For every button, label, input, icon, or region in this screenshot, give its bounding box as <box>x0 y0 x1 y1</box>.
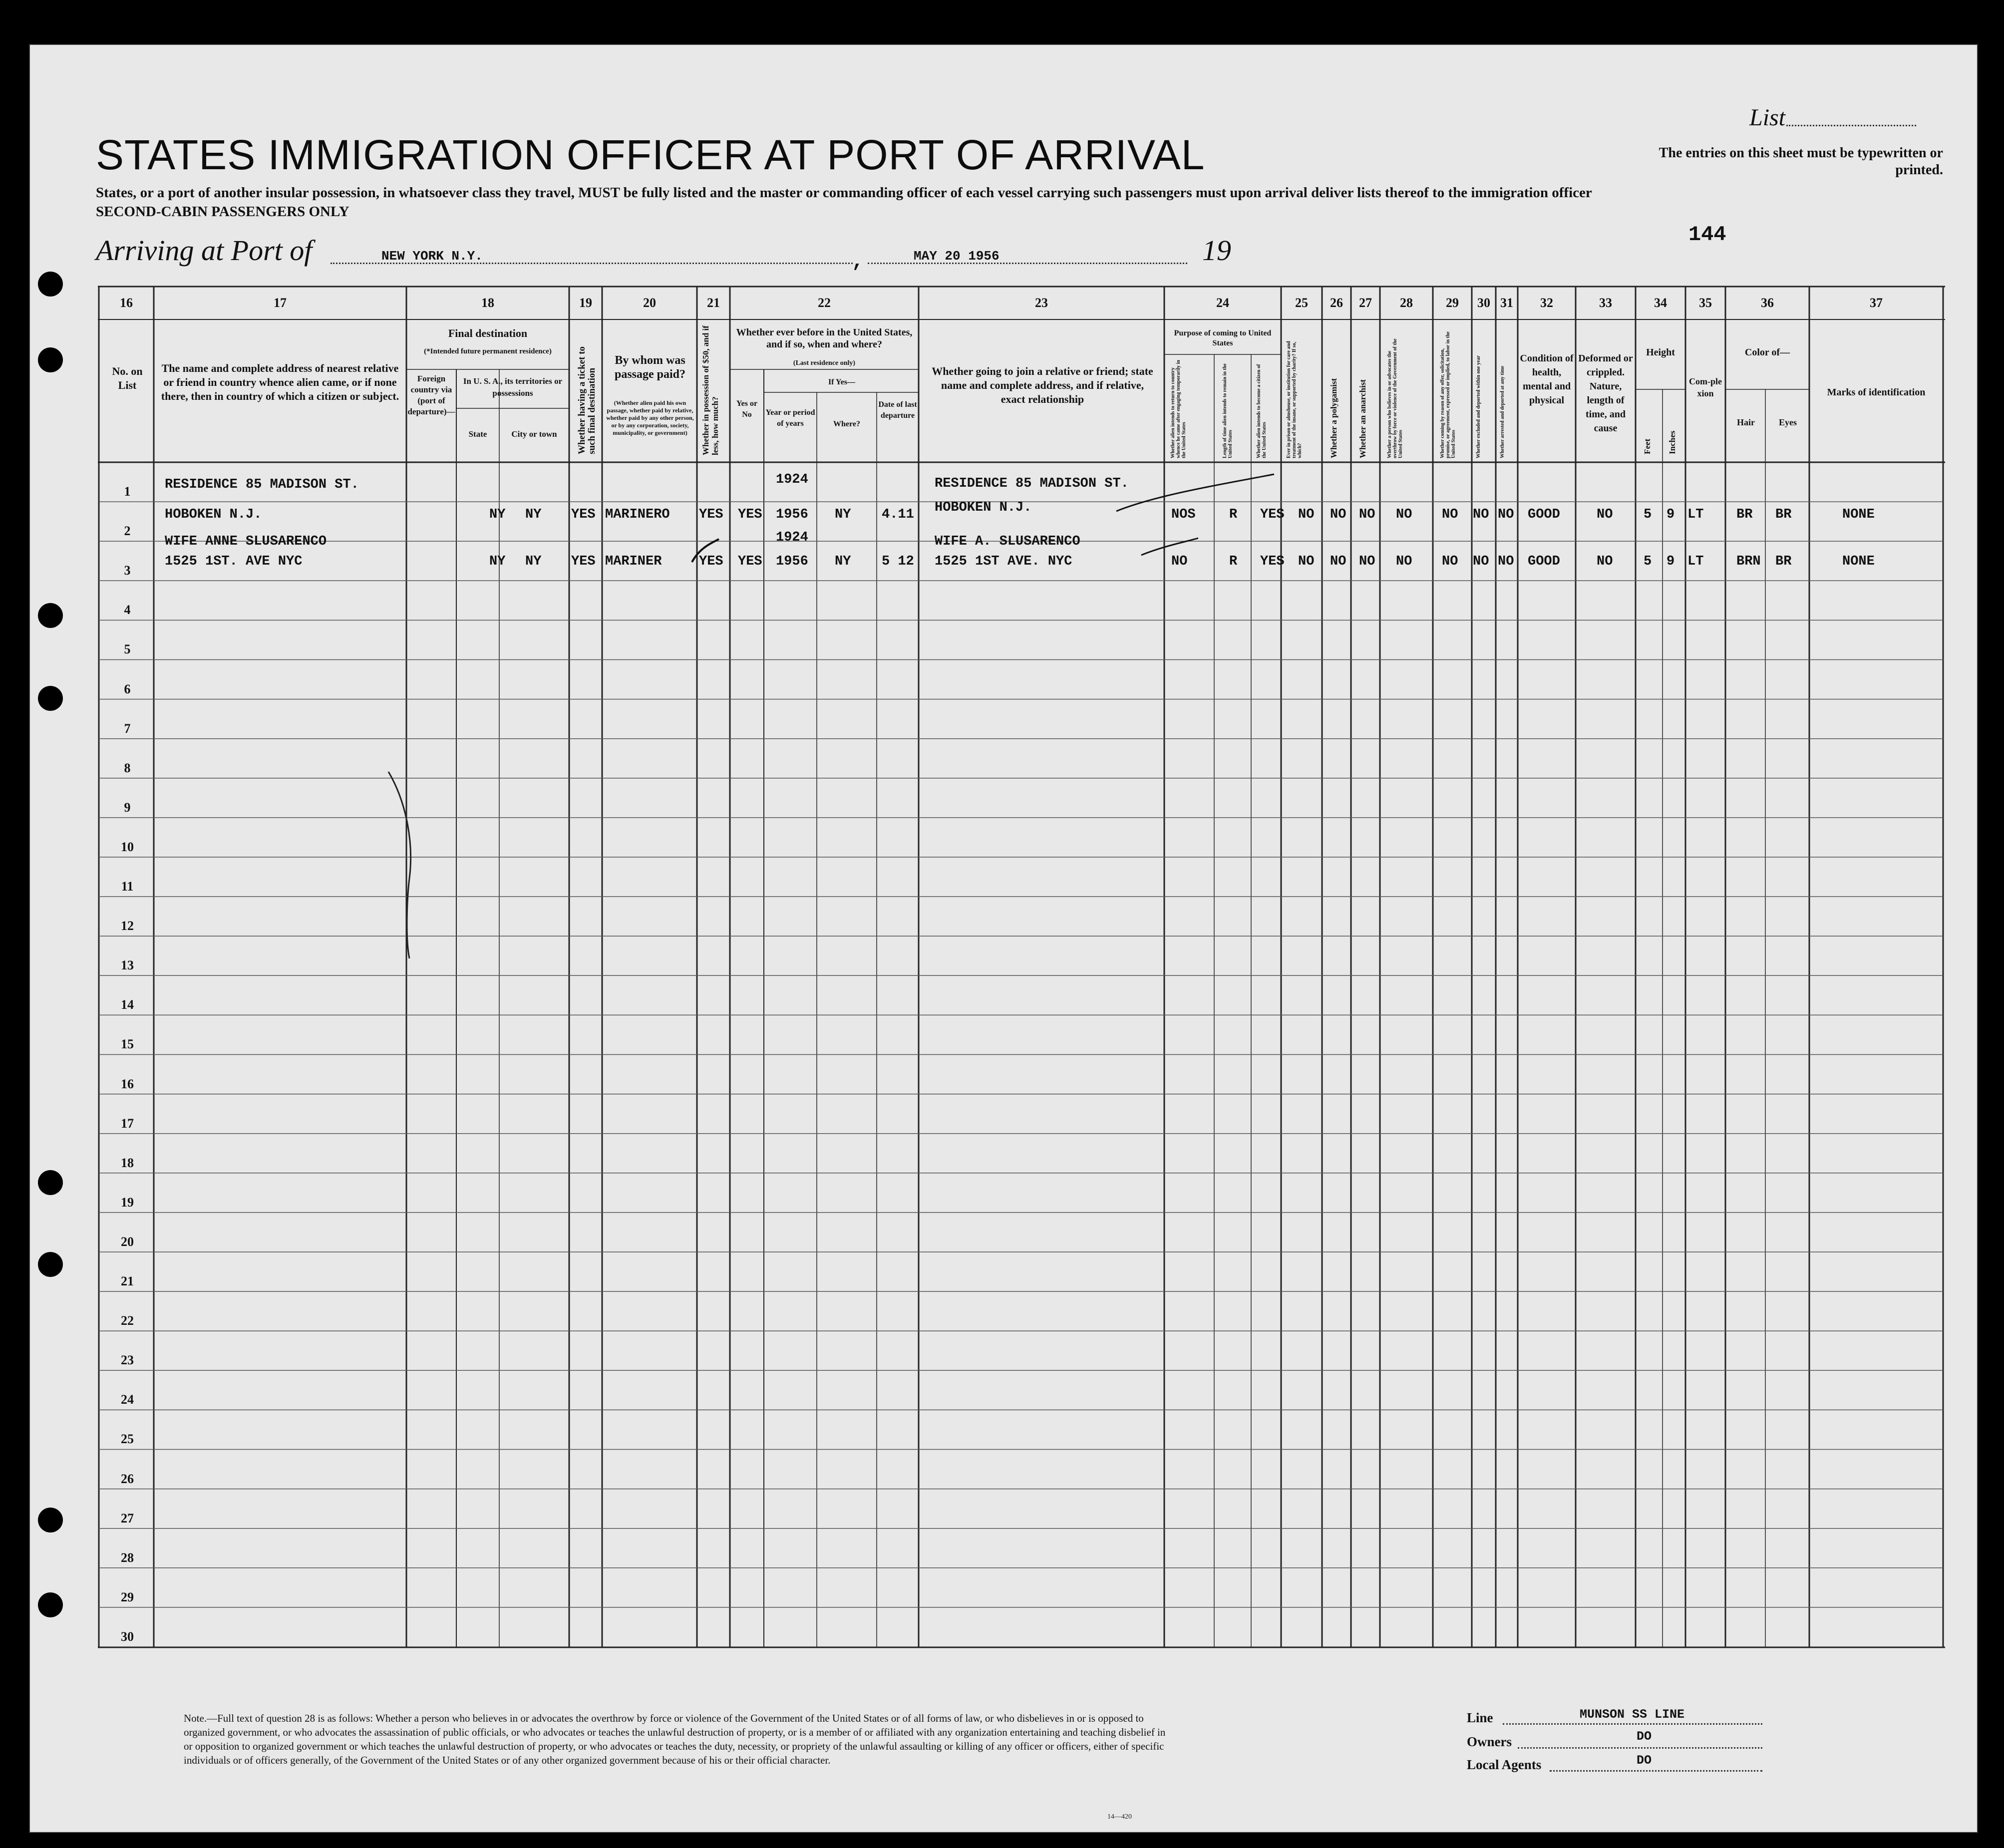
comma: , <box>852 251 864 273</box>
cell-year1: 1924 <box>776 530 808 545</box>
header-ticket: Whether having a ticket to such final destination <box>577 346 597 454</box>
cell-marks: NONE <box>1842 554 1875 569</box>
column-number: 20 <box>643 296 656 310</box>
column-number: 35 <box>1699 296 1712 310</box>
header-deformed: Deformed or crippled. Nature, length of time, and cause <box>1578 353 1633 434</box>
row-number: 3 <box>124 563 131 578</box>
row-number: 25 <box>121 1432 134 1447</box>
cell-relative-line1: WIFE ANNE SLUSARENCO <box>165 534 327 549</box>
row-number: 13 <box>121 958 134 973</box>
cell-citizen: YES <box>1260 554 1285 569</box>
column-number: 37 <box>1870 296 1883 310</box>
cell-q30: NO <box>1473 507 1489 522</box>
year-prefix: 19 <box>1202 234 1231 267</box>
owners-label: Owners <box>1467 1734 1512 1749</box>
row-number: 28 <box>121 1550 134 1565</box>
header-nearest-relative: The name and complete address of nearest relative or friend in country whence alien came, or if none there, then in country of which a citizen or subject. <box>161 362 399 402</box>
cell-money: YES <box>699 507 723 522</box>
cell-q29: NO <box>1442 507 1458 522</box>
header-health: Condition of health, mental and physical <box>1520 353 1574 406</box>
cell-city: NY <box>525 554 542 569</box>
form-number: 14—420 <box>1107 1813 1132 1821</box>
row-number: 20 <box>121 1234 134 1249</box>
header-length-of-stay: Length of time alien intends to remain in the United States <box>1222 363 1233 458</box>
header-prison: Ever in prison or almshouse, or institution for care and treatment of the insane, or supported by charity? If so, which? <box>1286 341 1303 458</box>
row-number: 4 <box>124 603 131 617</box>
list-label: List <box>1749 104 1786 131</box>
local-agents-value: DO <box>1637 1753 1652 1768</box>
row-number: 10 <box>121 839 134 854</box>
cell-polygamist: NO <box>1330 507 1346 522</box>
page-title: STATES IMMIGRATION OFFICER AT PORT OF ARRIVAL <box>96 131 1205 178</box>
cell-state: NY <box>489 554 506 569</box>
cell-state: NY <box>489 507 506 522</box>
header-q30: Whether excluded and deported within one year <box>1476 355 1481 458</box>
header-foreign-country: Foreign country via (port of departure)— <box>407 374 455 416</box>
cell-relative-line2: 1525 1ST. AVE NYC <box>165 554 303 569</box>
cell-health: GOOD <box>1528 507 1560 522</box>
cell-year2: 1956 <box>776 554 808 569</box>
cell-money: YES <box>699 554 723 569</box>
cell-feet: 5 <box>1644 554 1652 569</box>
row-number: 23 <box>121 1353 134 1368</box>
cell-join-line1: WIFE A. SLUSARENCO <box>935 534 1080 549</box>
row-number: 6 <box>124 681 131 696</box>
cell-health: GOOD <box>1528 554 1560 569</box>
header-q29: Whether coming by reason of any offer, solicitation, promise, or agreement, expressed or implied, to labor in the United States <box>1440 331 1456 458</box>
row-number: 29 <box>121 1589 134 1604</box>
line-label: Line <box>1467 1710 1493 1725</box>
cell-anarchist: NO <box>1359 507 1375 522</box>
row-number: 27 <box>121 1511 134 1526</box>
subtitle-class: SECOND-CABIN PASSENGERS ONLY <box>96 204 349 220</box>
cell-q28: NO <box>1396 554 1412 569</box>
cell-join-line2: 1525 1ST AVE. NYC <box>935 554 1072 569</box>
row-number: 1 <box>124 484 131 499</box>
header-marks: Marks of identification <box>1827 387 1926 398</box>
column-number: 24 <box>1216 296 1229 310</box>
header-eyes: Eyes <box>1779 417 1797 427</box>
header-if-yes: If Yes— <box>828 378 856 386</box>
cell-inches: 9 <box>1667 554 1675 569</box>
column-number: 30 <box>1477 296 1490 310</box>
header-q31: Whether arrested and deported at any time <box>1500 365 1505 458</box>
column-number: 32 <box>1540 296 1553 310</box>
cell-where: NY <box>835 507 851 522</box>
row-number: 7 <box>124 721 131 736</box>
owners-rule <box>1518 1747 1762 1749</box>
header-join-relative: Whether going to join a relative or friend; state name and complete address, and if relative, exact relationship <box>932 365 1153 405</box>
cell-q28: NO <box>1396 507 1412 522</box>
column-number: 26 <box>1330 296 1343 310</box>
header-become-citizen: Whether alien intends to become a citizen of the United States <box>1256 364 1267 458</box>
cell-feet: 5 <box>1644 507 1652 522</box>
column-number: 25 <box>1295 296 1308 310</box>
column-number: 23 <box>1035 296 1048 310</box>
column-number: 31 <box>1500 296 1513 310</box>
line-value: MUNSON SS LINE <box>1580 1707 1685 1722</box>
cell-city: NY <box>525 507 542 522</box>
cell-prison: NO <box>1298 507 1315 522</box>
header-purpose: Purpose of coming to United States <box>1174 329 1272 347</box>
header-hair: Hair <box>1737 417 1755 427</box>
row-number: 17 <box>121 1116 134 1131</box>
row-number: 8 <box>124 760 131 775</box>
row-number: 18 <box>121 1155 134 1170</box>
row-number: 5 <box>124 642 131 657</box>
header-state: State <box>468 429 487 439</box>
cell-eyes: BR <box>1775 507 1792 522</box>
row-number: 11 <box>121 879 134 894</box>
cell-paid-by: MARINER <box>605 554 662 569</box>
cell-year2: 1956 <box>776 507 808 522</box>
column-number: 19 <box>579 296 592 310</box>
row-number: 24 <box>121 1392 134 1407</box>
cell-length: R <box>1229 554 1238 569</box>
header-anarchist: Whether an anarchist <box>1358 379 1367 458</box>
cell-ticket: YES <box>571 554 596 569</box>
cell-year1: 1924 <box>776 472 808 487</box>
cell-return: NOS <box>1171 507 1196 522</box>
cell-relative-line2: HOBOKEN N.J. <box>165 507 262 522</box>
header-city: City or town <box>511 429 557 439</box>
header-year: Year or period of years <box>765 408 815 428</box>
cell-complexion: LT <box>1687 507 1704 522</box>
cell-prison: NO <box>1298 554 1315 569</box>
cell-departure: 5 12 <box>882 554 914 569</box>
cell-eyes: BR <box>1775 554 1792 569</box>
column-number: 22 <box>818 296 831 310</box>
column-number: 28 <box>1400 296 1413 310</box>
column-number: 33 <box>1599 296 1612 310</box>
header-height: Height <box>1646 347 1675 358</box>
header-passage-paid-note: (Whether alien paid his own passage, whether paid by relative, whether paid by any other person, or by any corporation, society, municipality, or government) <box>606 399 694 436</box>
question-28-note: Note.—Full text of question 28 is as follows: Whether a person who believes in or advocates the overthrow by force or violence of the Government of the United States or of all forms of law, or who disbelieves in or is opposed to organized government, or who advocates the assassination of public officials, or who advocates or teaches the unlawful destruction of property, or is a member of or affiliated with any organization entertaining and teaching disbelief in or opposition to organized government or which teaches the unlawful destruction of property, or who advocates or teaches the duty, necessity, or propriety of the unlawful assaulting or killing of any officer or officers, either of specific individuals or of officers generally, of the Government of the United States or of any other organized government because of his or their official character. <box>184 1712 1166 1766</box>
row-number: 16 <box>121 1076 134 1091</box>
date-value: MAY 20 1956 <box>914 249 1000 264</box>
cell-deformed: NO <box>1597 554 1613 569</box>
row-number: 30 <box>121 1629 134 1644</box>
row-number: 19 <box>121 1195 134 1210</box>
cell-length: R <box>1229 507 1238 522</box>
header-q28: Whether a person who believes in or advocates the overthrow by force or violence of the Government of the United States <box>1387 338 1403 458</box>
header-polygamist: Whether a polygamist <box>1329 378 1338 458</box>
column-number: 16 <box>120 296 133 310</box>
cell-paid-by: MARINERO <box>605 507 670 522</box>
cell-departure: 4.11 <box>882 507 914 522</box>
sheet-number: 144 <box>1688 223 1726 247</box>
row-number: 15 <box>121 1037 134 1052</box>
port-value: NEW YORK N.Y. <box>381 249 483 264</box>
row-number: 12 <box>121 919 134 933</box>
header-final-destination: Final destination <box>448 327 528 339</box>
header-no-on-list: No. on List <box>112 365 143 391</box>
header-final-destination-note: (*Intended future permanent residence) <box>424 347 552 355</box>
local-agents-label: Local Agents <box>1467 1757 1542 1772</box>
header-color-of: Color of— <box>1744 347 1790 358</box>
cell-hair: BR <box>1736 507 1753 522</box>
cell-q31: NO <box>1498 554 1514 569</box>
cell-inches: 9 <box>1667 507 1675 522</box>
arriving-label: Arriving at Port of <box>96 234 313 267</box>
column-number: 34 <box>1654 296 1667 310</box>
header-inches: Inches <box>1668 430 1677 454</box>
row-number: 21 <box>121 1274 134 1288</box>
agents-rule <box>1550 1770 1762 1772</box>
cell-complexion: LT <box>1687 554 1704 569</box>
cell-marks: NONE <box>1842 507 1875 522</box>
cell-ticket: YES <box>571 507 596 522</box>
cell-relative-line1: RESIDENCE 85 MADISON ST. <box>165 477 359 492</box>
cell-q29: NO <box>1442 554 1458 569</box>
cell-deformed: NO <box>1597 507 1613 522</box>
row-number: 26 <box>121 1471 134 1486</box>
column-number: 21 <box>707 296 720 310</box>
header-last-departure: Date of last departure <box>878 400 917 420</box>
entries-note: The entries on this sheet must be typewritten or printed. <box>1659 145 1943 178</box>
column-number: 17 <box>274 296 287 310</box>
column-number: 18 <box>481 296 494 310</box>
header-yes-no: Yes or No <box>736 399 758 419</box>
cell-citizen: YES <box>1260 507 1285 522</box>
subtitle-instructions: States, or a port of another insular possession, in whatsoever class they travel, MUST be fully listed and the master or commanding officer of each vessel carrying such passengers must upon arrival deliver lists thereof to the immigration officer <box>96 185 1592 201</box>
header-feet: Feet <box>1643 438 1652 454</box>
column-number: 29 <box>1446 296 1459 310</box>
header-money: Whether in possession of $50, and if less, how much? <box>701 325 720 455</box>
cell-return: NO <box>1171 554 1188 569</box>
cell-join-line1: RESIDENCE 85 MADISON ST. <box>935 476 1129 491</box>
row-number: 2 <box>124 524 131 539</box>
cell-join-line2: HOBOKEN N.J. <box>935 500 1032 515</box>
column-number: 36 <box>1761 296 1774 310</box>
header-ever-before-note: (Last residence only) <box>793 359 856 367</box>
cell-before: YES <box>738 554 762 569</box>
header-ever-before: Whether ever before in the United States, and if so, when and where? <box>736 327 913 350</box>
cell-polygamist: NO <box>1330 554 1346 569</box>
row-number: 22 <box>121 1313 134 1328</box>
header-passage-paid: By whom was passage paid? <box>614 354 686 381</box>
cell-where: NY <box>835 554 851 569</box>
cell-q30: NO <box>1473 554 1489 569</box>
header-complexion: Com-plexion <box>1689 376 1722 398</box>
header-intends-return: Whether alien intends to return to country whence he came after engaging temporarily in the United States <box>1170 360 1187 458</box>
cell-before: YES <box>738 507 762 522</box>
cell-hair: BRN <box>1736 554 1761 569</box>
column-number: 27 <box>1359 296 1372 310</box>
header-where: Where? <box>833 420 860 428</box>
line-rule <box>1503 1723 1762 1725</box>
header-usa: In U. S. A., its territories or possessions <box>463 376 563 398</box>
row-number: 14 <box>121 997 134 1012</box>
cell-anarchist: NO <box>1359 554 1375 569</box>
row-number: 9 <box>124 800 131 815</box>
owners-value: DO <box>1637 1729 1652 1744</box>
cell-q31: NO <box>1498 507 1514 522</box>
